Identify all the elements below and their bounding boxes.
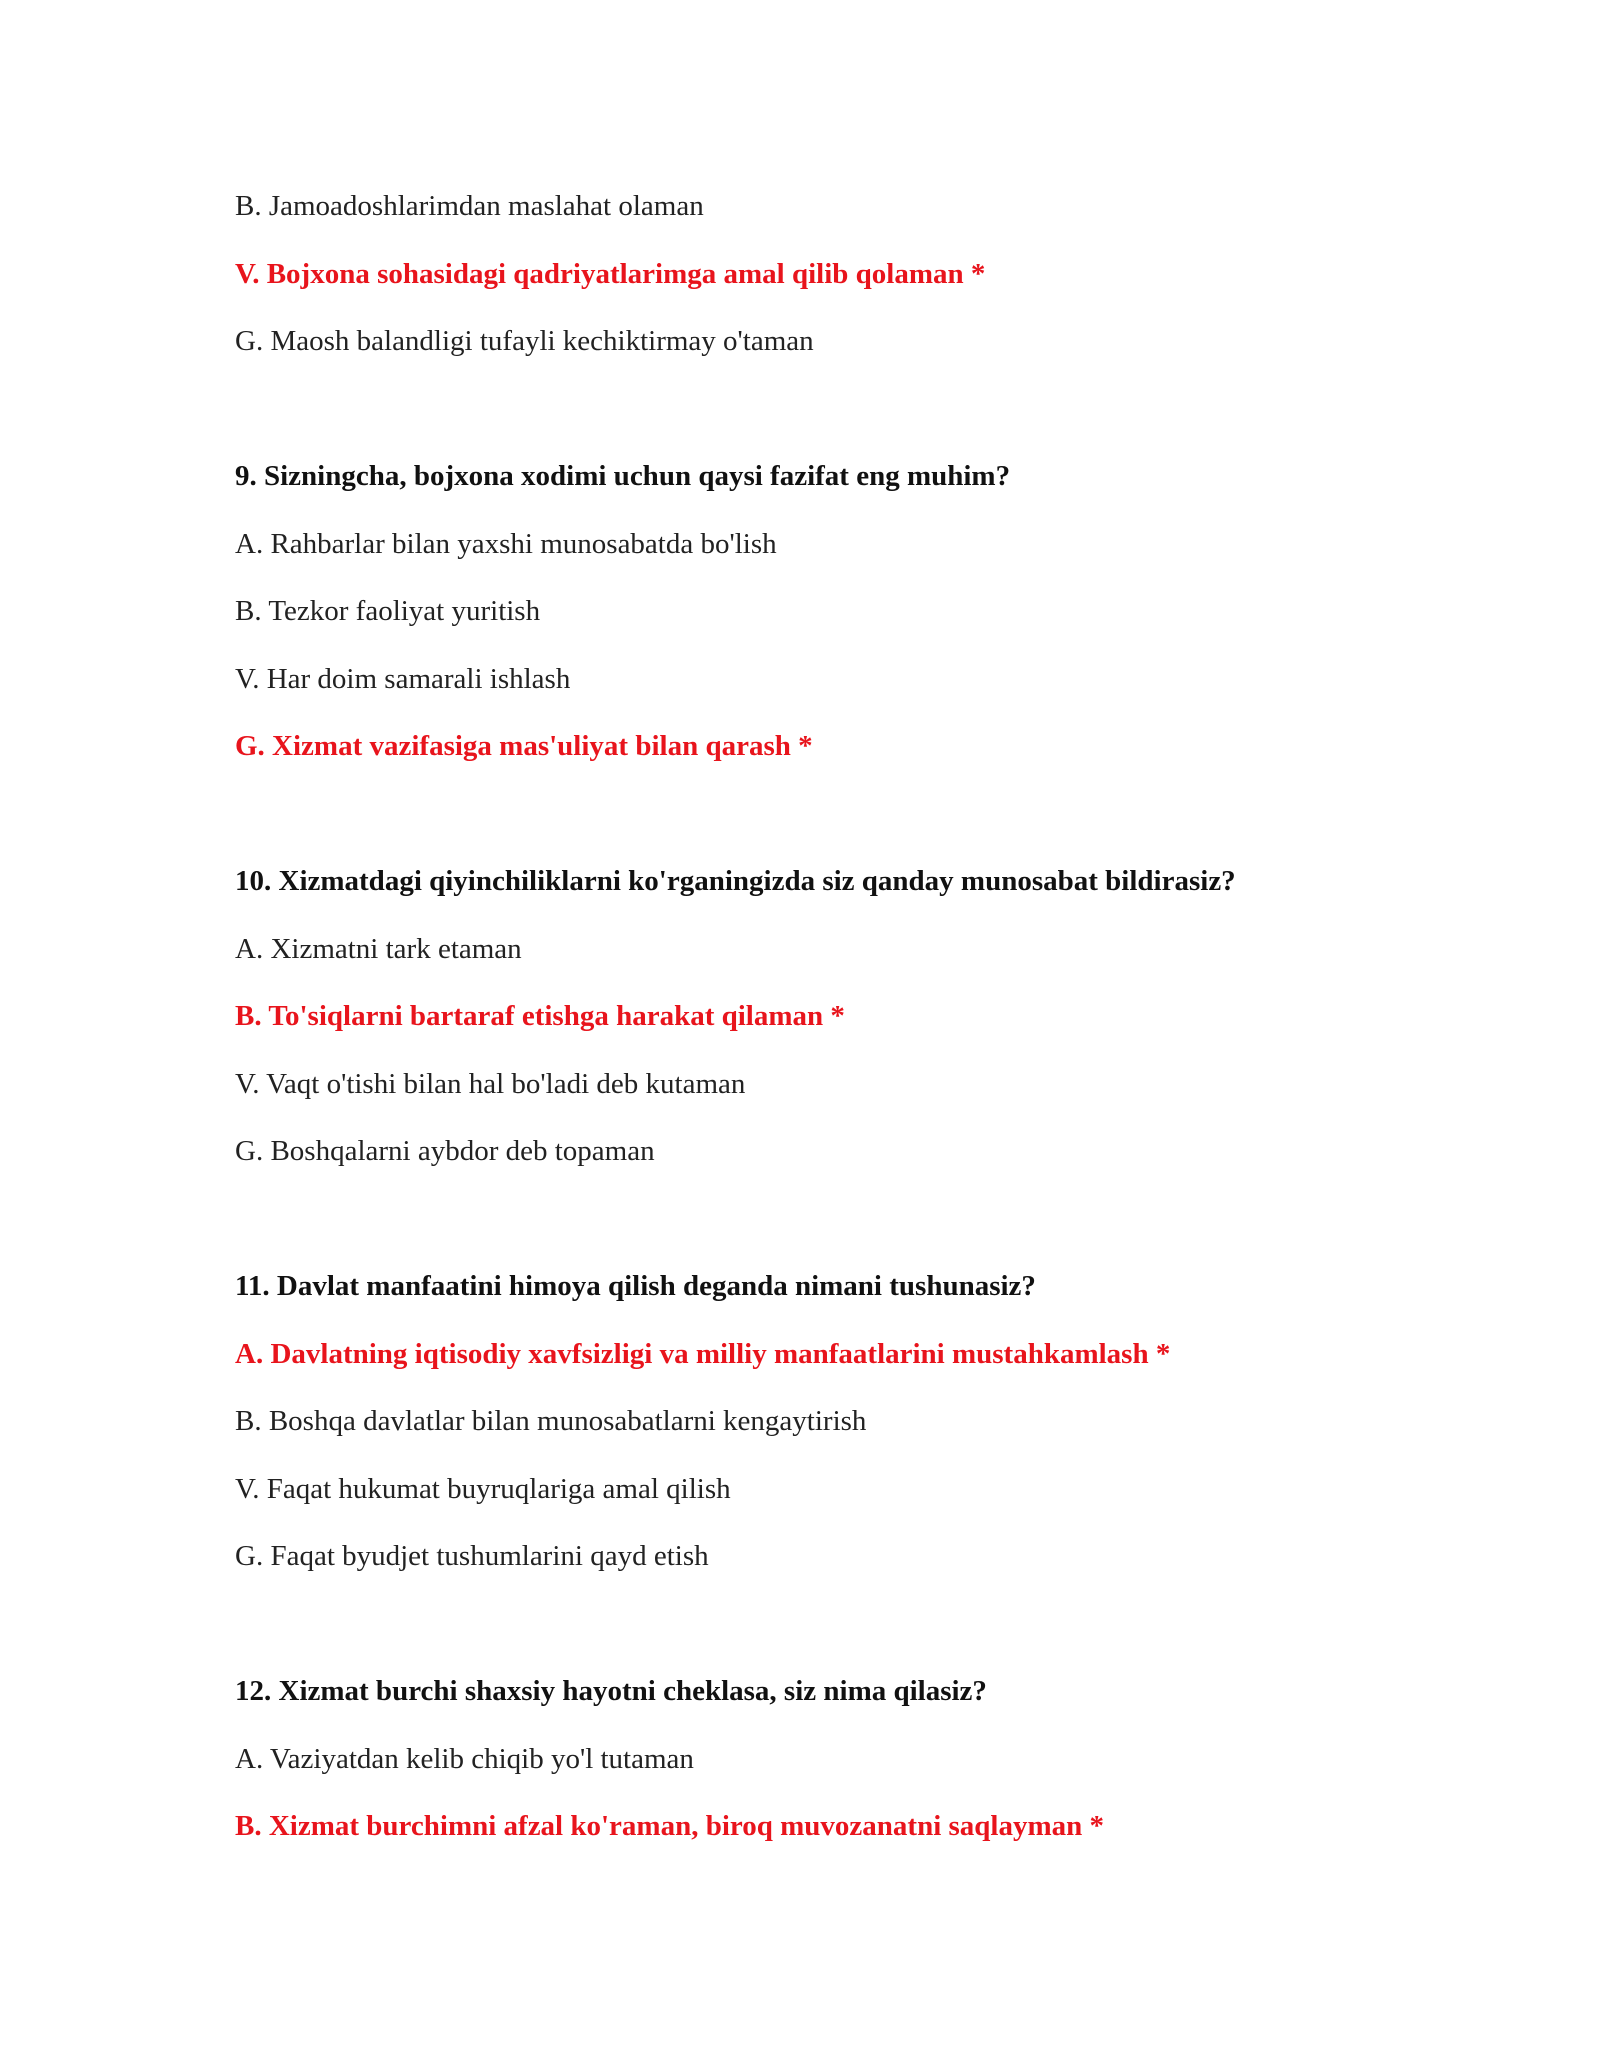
answer-option-correct: A. Davlatning iqtisodiy xavfsizligi va milliy manfaatlarini mustahkamlash * [235, 1337, 1171, 1370]
answer-option-correct: V. Bojxona sohasidagi qadriyatlarimga amal qilib qolaman * [235, 257, 986, 290]
answer-option: V. Vaqt o'tishi bilan hal bo'ladi deb kutaman [235, 1067, 746, 1100]
answer-option: B. Boshqa davlatlar bilan munosabatlarni kengaytirish [235, 1405, 867, 1437]
answer-option: A. Xizmatni tark etaman [235, 932, 522, 965]
question-block-9 [235, 454, 1475, 792]
question-block-8-continued [235, 184, 1475, 387]
answer-option: A. Vaziyatdan kelib chiqib yo'l tutaman [235, 1742, 694, 1775]
answer-option: B. Jamoadoshlarimdan maslahat olaman [235, 190, 704, 222]
question-text: 9. Sizningcha, bojxona xodimi uchun qaysi fazifat eng muhim? [235, 460, 1011, 492]
question-block-11 [235, 1264, 1475, 1602]
answer-option: V. Har doim samarali ishlash [235, 662, 571, 695]
question-block-12 [235, 1669, 1475, 1872]
document-page [235, 184, 1475, 1872]
spacer [235, 387, 1475, 455]
spacer [235, 1602, 1475, 1670]
answer-option-correct: G. Xizmat vazifasiga mas'uliyat bilan qarash * [235, 730, 813, 762]
spacer [235, 1197, 1475, 1265]
question-block-10 [235, 859, 1475, 1197]
question-text: 11. Davlat manfaatini himoya qilish deganda nimani tushunasiz? [235, 1270, 1036, 1302]
question-text: 10. Xizmatdagi qiyinchiliklarni ko'rganingizda siz qanday munosabat bildirasiz? [235, 865, 1236, 897]
answer-option: B. Tezkor faoliyat yuritish [235, 595, 541, 627]
answer-option: G. Faqat byudjet tushumlarini qayd etish [235, 1540, 709, 1572]
answer-option: G. Maosh balandligi tufayli kechiktirmay o'taman [235, 325, 814, 357]
answer-option: V. Faqat hukumat buyruqlariga amal qilish [235, 1472, 731, 1505]
spacer [235, 792, 1475, 860]
question-text: 12. Xizmat burchi shaxsiy hayotni cheklasa, siz nima qilasiz? [235, 1675, 987, 1707]
answer-option-correct: B. Xizmat burchimni afzal ko'raman, biroq muvozanatni saqlayman * [235, 1810, 1105, 1842]
answer-option: A. Rahbarlar bilan yaxshi munosabatda bo'lish [235, 527, 777, 560]
answer-option-correct: B. To'siqlarni bartaraf etishga harakat qilaman * [235, 1000, 845, 1032]
answer-option: G. Boshqalarni aybdor deb topaman [235, 1135, 655, 1167]
